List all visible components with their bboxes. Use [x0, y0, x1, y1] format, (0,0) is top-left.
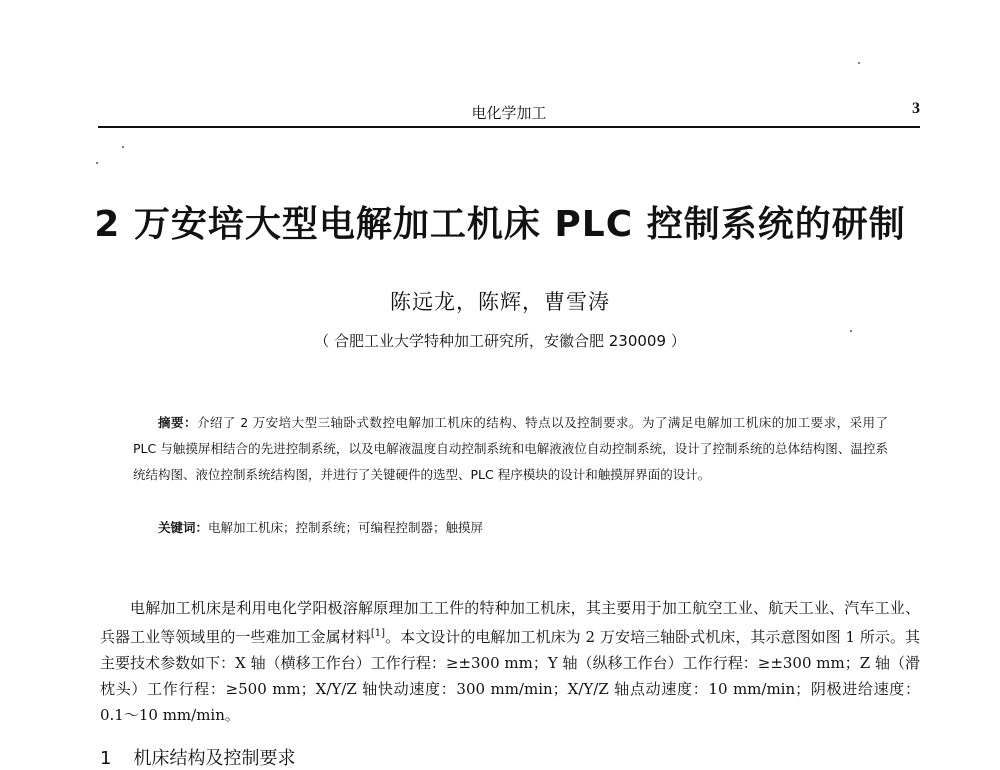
- section-title: 机床结构及控制要求: [133, 748, 296, 769]
- abstract-text: 介绍了 2 万安培大型三轴卧式数控电解加工机床的结构、特点以及控制要求。为了满足电解加工机床的加工要求，采用了 PLC 与触摸屏相结合的先进控制系统，以及电解液温度自动控制系统和电解液液位自动控制系统，设计了控制系统的总体结构图、温控系统结构图、液位控制系统结构图，并进行了关键硬件的选型、PLC 程序模块的设计和触摸屏界面的设计。: [133, 415, 888, 482]
- keywords-text: 电解加工机床；控制系统；可编程控制器；触摸屏: [208, 520, 484, 535]
- section-number: 1: [100, 748, 112, 769]
- paper-title: 2 万安培大型电解加工机床 PLC 控制系统的研制: [94, 204, 906, 245]
- running-header: [98, 100, 920, 128]
- authors: 陈远龙，陈辉，曹雪涛: [390, 290, 610, 314]
- page-number: 3: [912, 100, 920, 117]
- scan-speck: [122, 146, 124, 148]
- scan-speck: [850, 330, 852, 332]
- citation-ref: [1]: [370, 628, 386, 639]
- body-paragraph: [100, 595, 920, 728]
- body-text-part2: 。本文设计的电解加工机床为 2 万安培三轴卧式机床，其示意图如图 1 所示。其主要技术参数如下：X 轴（横移工作台）工作行程：≥±300 mm；Y 轴（纵移工作台）工作行程：≥±300 mm；Z 轴（滑枕头）工作行程：≥500 mm；X/Y/Z 轴快动速度：300 mm/min；X/Y/Z 轴点动速度：10 mm/min；阴极进给速度：0.1～10 mm/min。: [100, 628, 920, 724]
- keywords-label: 关键词：: [158, 520, 209, 535]
- affiliation: （ 合肥工业大学特种加工研究所，安徽合肥 230009 ）: [314, 332, 686, 350]
- body-text-part1: 电解加工机床是利用电化学阳极溶解原理加工工件的特种加工机床，其主要用于加工航空工业、航天工业、汽车工业、兵器工业等领域里的一些难加工金属材料: [100, 599, 920, 646]
- scan-speck: [858, 62, 860, 64]
- abstract-label: 摘要：: [158, 415, 197, 430]
- scan-speck: [96, 162, 98, 164]
- section-heading: [100, 744, 295, 770]
- abstract: [133, 410, 888, 488]
- keywords: [158, 518, 888, 536]
- journal-title: 电化学加工: [471, 104, 547, 122]
